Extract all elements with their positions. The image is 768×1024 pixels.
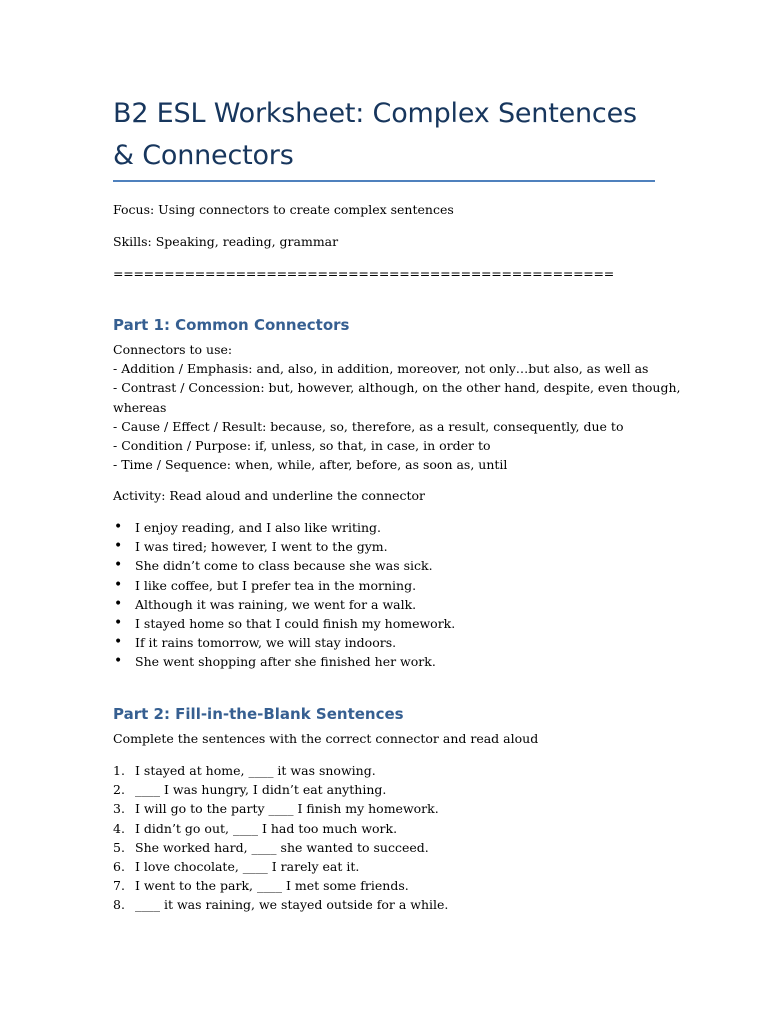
list-item: 3. I will go to the party ____ I finish my homework.: [113, 799, 658, 818]
page-title: B2 ESL Worksheet: Complex Sentences & Connectors: [113, 98, 637, 171]
focus-line: Focus: Using connectors to create complex sentences: [113, 202, 454, 217]
list-item: 2. ____ I was hungry, I didn’t eat anything.: [113, 780, 658, 799]
list-item: • She didn’t come to class because she was sick.: [113, 556, 658, 575]
bullet-icon: •: [114, 653, 123, 670]
category-cause: - Cause / Effect / Result: because, so, therefore, as a result, consequently, due to: [113, 418, 624, 434]
example-sentence-list: [113, 518, 658, 672]
item-number: 3.: [113, 801, 125, 817]
item-number: 5.: [113, 839, 125, 855]
bullet-icon: •: [114, 576, 123, 593]
category-time: - Time / Sequence: when, while, after, before, as soon as, until: [113, 457, 508, 473]
fill-in-blank-list: [113, 761, 658, 915]
bullet-icon: •: [114, 595, 123, 612]
bullet-icon: •: [114, 557, 123, 574]
separator-line: =================================================: [113, 266, 614, 281]
bullet-icon: •: [114, 614, 123, 631]
list-item: • Although it was raining, we went for a walk.: [113, 595, 658, 614]
activity-instruction: Activity: Read aloud and underline the connector: [113, 488, 425, 503]
list-item: 7. I went to the park, ____ I met some friends.: [113, 876, 658, 895]
category-addition: - Addition / Emphasis: and, also, in addition, moreover, not only…but also, as well as: [113, 361, 649, 377]
list-item: 4. I didn’t go out, ____ I had too much work.: [113, 819, 658, 838]
item-number: 2.: [113, 782, 125, 798]
list-item: 5. She worked hard, ____ she wanted to succeed.: [113, 838, 658, 857]
part1-heading: Part 1: Common Connectors: [113, 316, 350, 334]
list-item: • If it rains tomorrow, we will stay indoors.: [113, 633, 658, 652]
bullet-icon: •: [114, 634, 123, 651]
item-number: 1.: [113, 763, 125, 778]
item-number: 8.: [113, 897, 125, 913]
bullet-icon: •: [114, 519, 123, 535]
item-number: 4.: [113, 820, 125, 836]
skills-line: Skills: Speaking, reading, grammar: [113, 234, 339, 249]
item-number: 7.: [113, 878, 125, 894]
connectors-intro: Connectors to use:: [113, 342, 233, 357]
part2-instruction: Complete the sentences with the correct connector and read aloud: [113, 731, 539, 746]
category-contrast: - Contrast / Concession: but, however, although, on the other hand, despite, even though,: [113, 380, 681, 396]
list-item: • I enjoy reading, and I also like writing.: [113, 518, 658, 537]
title-underline: [113, 180, 655, 182]
bullet-icon: •: [114, 538, 123, 555]
list-item: • I stayed home so that I could finish my homework.: [113, 614, 658, 633]
category-condition: - Condition / Purpose: if, unless, so that, in case, in order to: [113, 438, 491, 454]
list-item: • I like coffee, but I prefer tea in the morning.: [113, 576, 658, 595]
item-number: 6.: [113, 858, 125, 874]
part2-heading: Part 2: Fill-in-the-Blank Sentences: [113, 705, 404, 723]
list-item: 8. ____ it was raining, we stayed outside for a while.: [113, 895, 658, 914]
category-contrast-cont: whereas: [113, 399, 167, 415]
list-item: • She went shopping after she finished her work.: [113, 652, 658, 671]
connector-categories: [113, 340, 681, 474]
list-item: • I was tired; however, I went to the gym.: [113, 537, 658, 556]
list-item: 6. I love chocolate, ____ I rarely eat it.: [113, 857, 658, 876]
list-item: 1. I stayed at home, ____ it was snowing.: [113, 761, 658, 780]
